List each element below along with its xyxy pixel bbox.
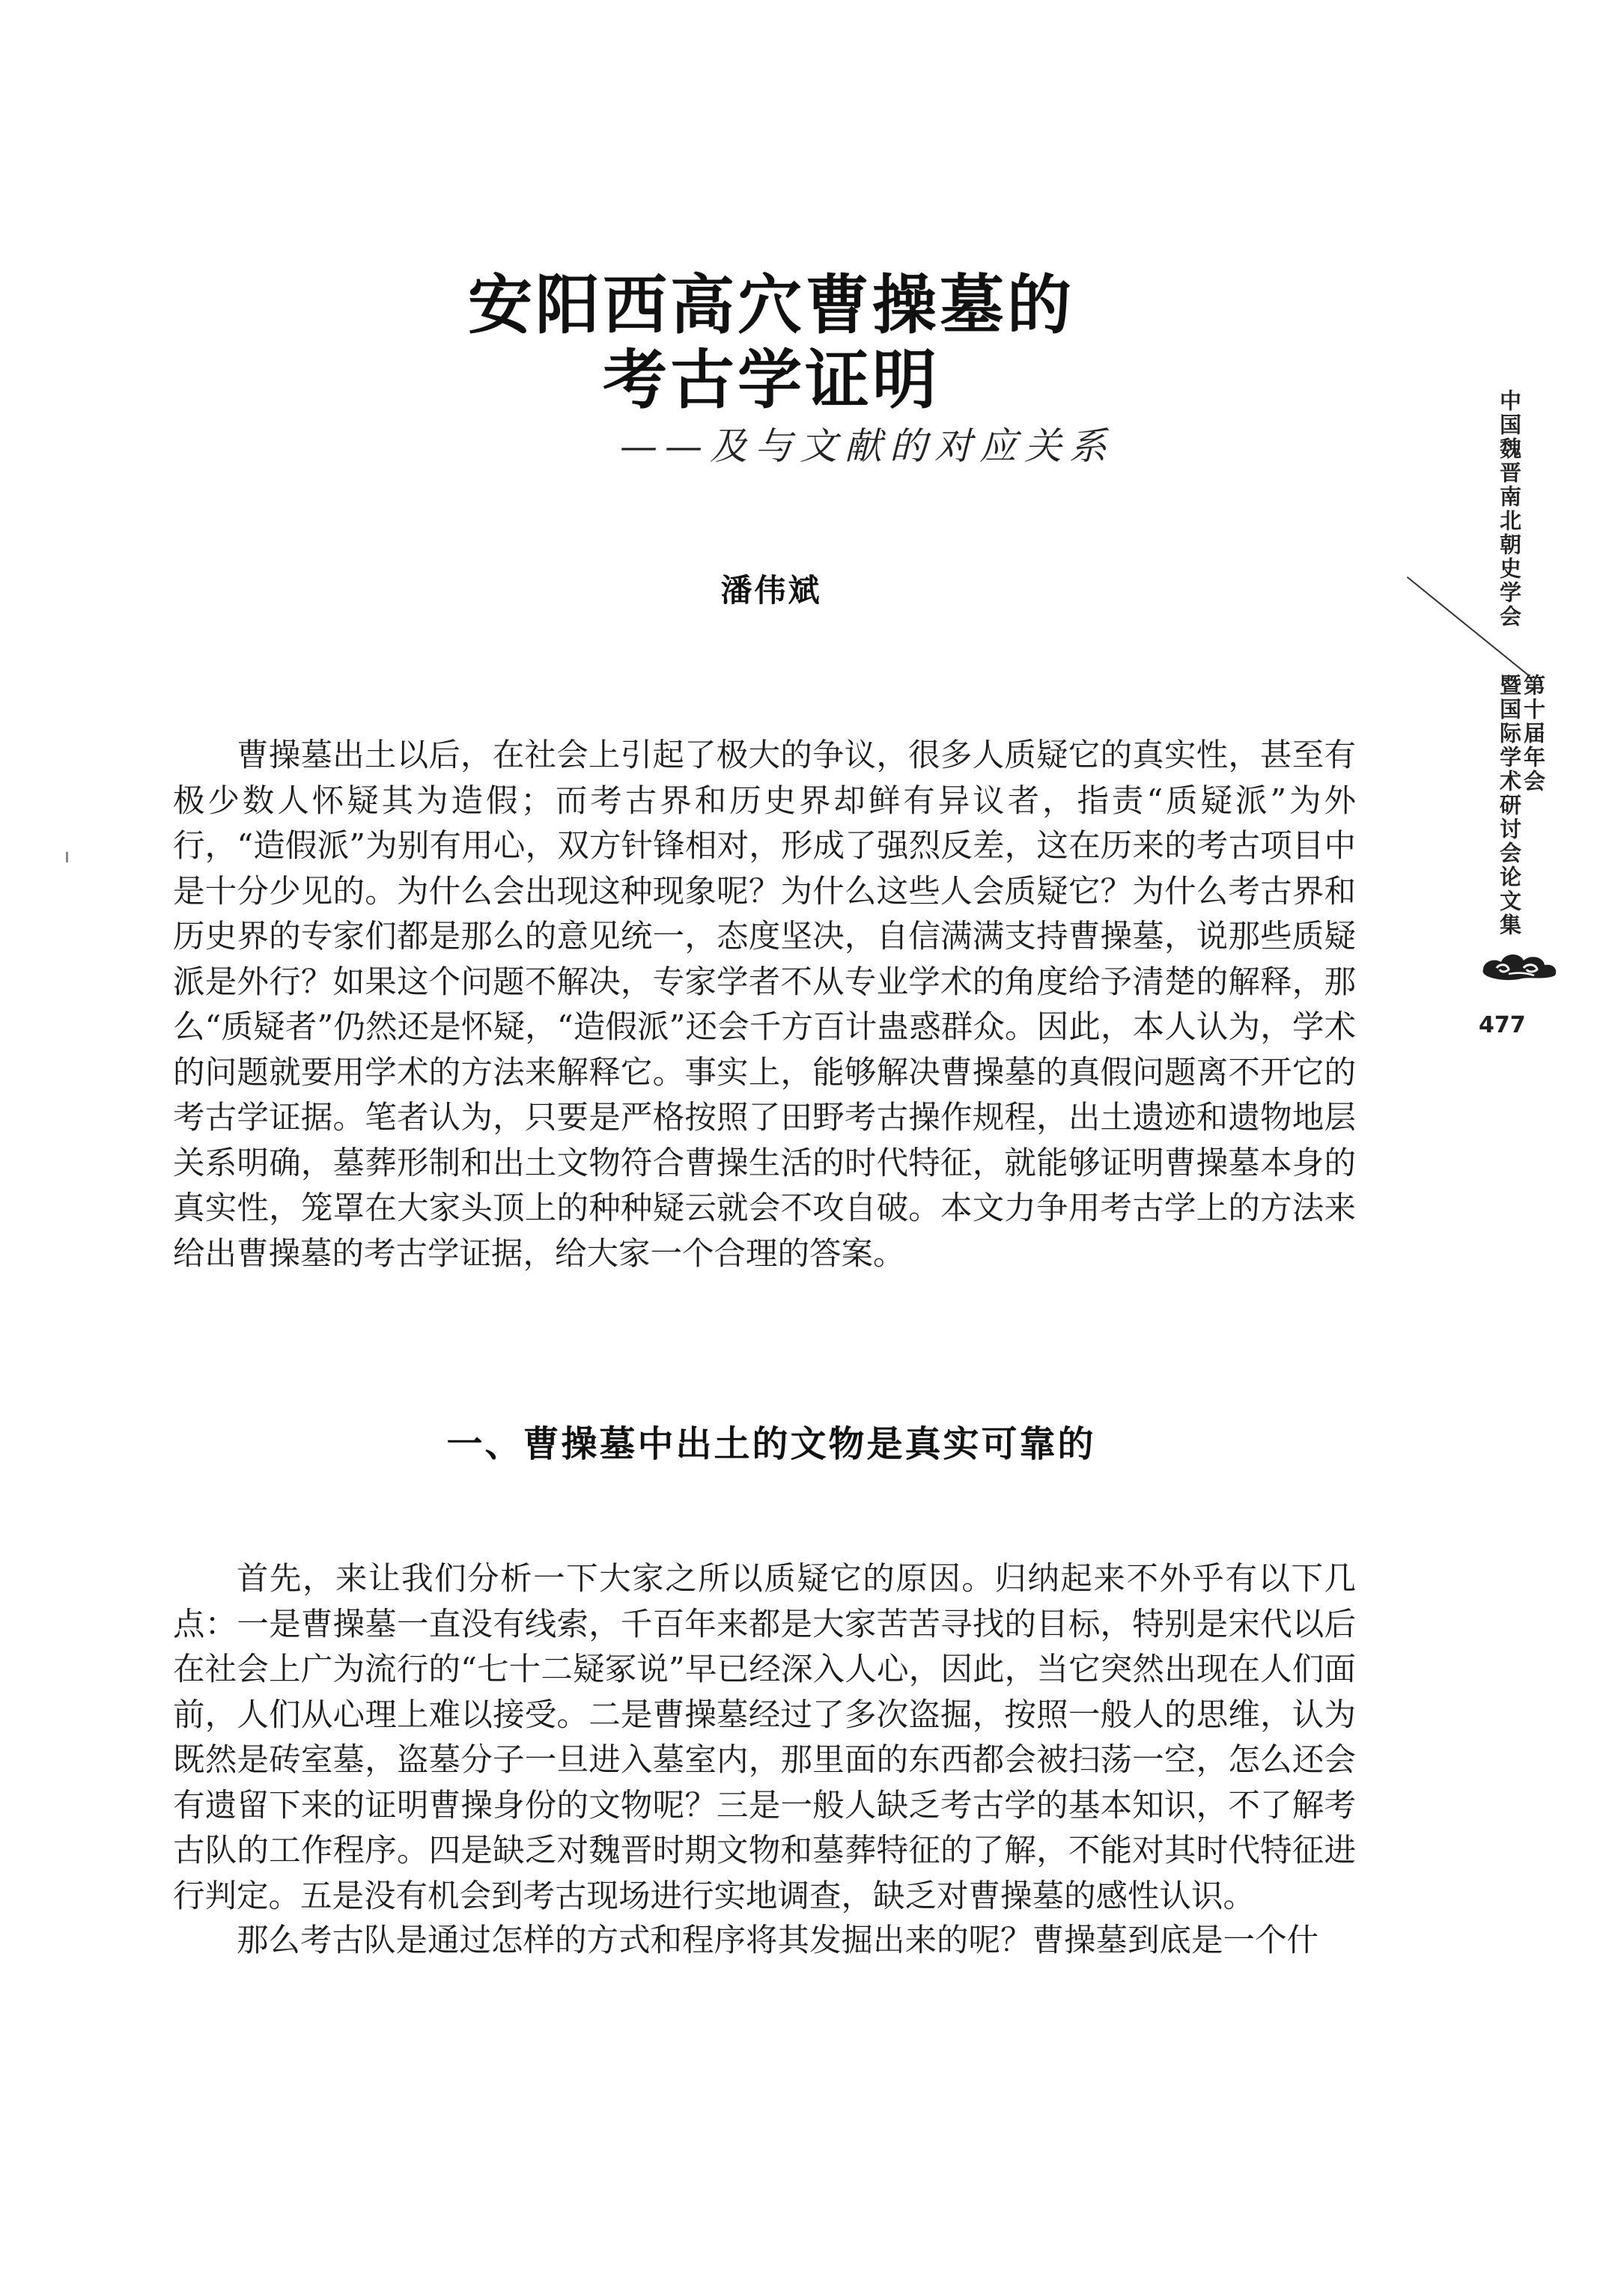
sidebar-society-name: 中国魏晋南北朝史学会: [1497, 389, 1522, 629]
article-title-line-2: 考古学证明: [603, 343, 940, 418]
author-name: 潘伟斌: [720, 572, 822, 609]
section-heading-1: 一、曹操墓中出土的文物是真实可靠的: [446, 1423, 1096, 1465]
page-number: 477: [1479, 1012, 1526, 1038]
auspicious-cloud-icon: [1479, 947, 1561, 984]
body-paragraph-2: 首先，来让我们分析一下大家之所以质疑它的原因。归纳起来不外乎有以下几点：一是曹操墓一直没有线索，千百年来都是大家苦苦寻找的目标，特别是宋代以后在社会上广为流行的“七十二疑冢说”早已经深入人心，因此，当它突然出现在人们面前，人们从心理上难以接受。二是曹操墓经过了多次盗掘，按照一般人的思维，认为既然是砖室墓，盗墓分子一旦进入墓室内，那里面的东西都会被扫荡一空，怎么还会有遗留下来的证明曹操身份的文物呢？三是一般人缺乏考古学的基本知识，不了解考古队的工作程序。四是缺乏对魏晋时期文物和墓葬特征的了解，不能对其时代特征进行判定。五是没有机会到考古现场进行实地调查，缺乏对曹操墓的感性认识。: [173, 1561, 1356, 1915]
sidebar-conference-line-2: 暨国际学术研讨会论文集: [1497, 674, 1522, 937]
sidebar-conference-line-1: 第十届年会: [1521, 674, 1546, 794]
article-subtitle: ——及与文献的对应关系: [620, 424, 1114, 468]
body-paragraph-3: 那么考古队是通过怎样的方式和程序将其发掘出来的呢？曹操墓到底是一个什: [237, 1922, 1319, 1959]
article-title-line-1: 安阳西高穴曹操墓的: [468, 268, 1074, 343]
body-paragraph-1: 曹操墓出土以后，在社会上引起了极大的争议，很多人质疑它的真实性，甚至有极少数人怀疑其为造假；而考古界和历史界却鲜有异议者，指责“质疑派”为外行，“造假派”为别有用心，双方针锋相对，形成了强烈反差，这在历来的考古项目中是十分少见的。为什么会出现这种现象呢？为什么这些人会质疑它？为什么考古界和历史界的专家们都是那么的意见统一，态度坚决，自信满满支持曹操墓，说那些质疑派是外行？如果这个问题不解决，专家学者不从专业学术的角度给予清楚的解释，那么“质疑者”仍然还是怀疑，“造假派”还会千方百计蛊惑群众。因此，本人认为，学术的问题就要用学术的方法来解释它。事实上，能够解决曹操墓的真假问题离不开它的考古学证据。笔者认为，只要是严格按照了田野考古操作规程，出土遗迹和遗物地层关系明确，墓葬形制和出土文物符合曹操生活的时代特征，就能够证明曹操墓本身的真实性，笼罩在大家头顶上的种种疑云就会不攻自破。本文力争用考古学上的方法来给出曹操墓的考古学证据，给大家一个合理的答案。: [173, 737, 1356, 1273]
scan-mark: [66, 852, 68, 862]
